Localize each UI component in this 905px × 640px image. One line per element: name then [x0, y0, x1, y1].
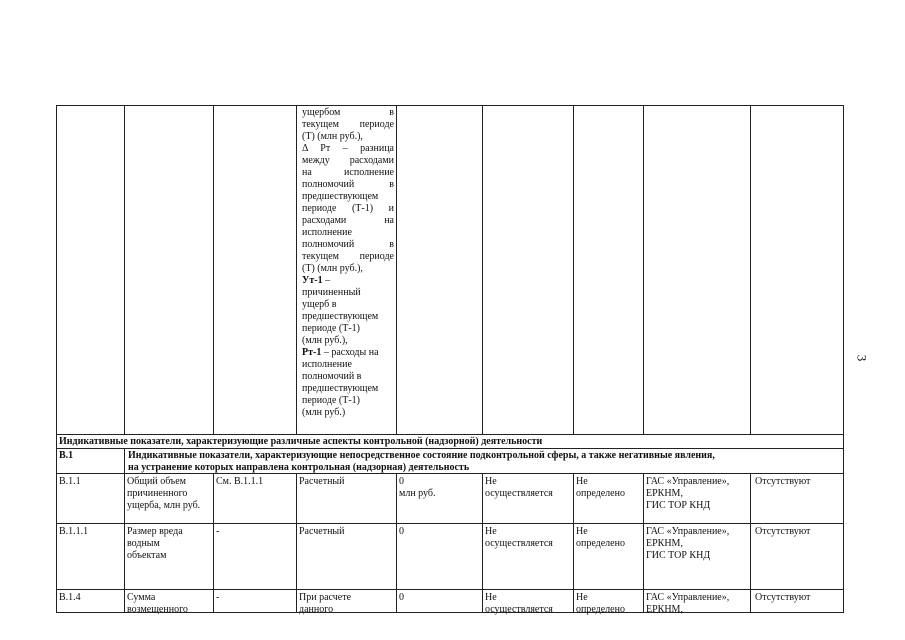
row-col7: Не определено — [576, 592, 625, 615]
continuation-line: причиненный — [302, 287, 361, 298]
continuation-line: расходами на — [302, 215, 394, 226]
continuation-line: текущем периоде — [302, 251, 394, 262]
row-reference: См. В.1.1.1 — [216, 476, 264, 487]
row-col7: Не определено — [576, 476, 625, 499]
row-col9: Отсутствуют — [755, 476, 811, 487]
table-border — [396, 105, 397, 434]
continuation-line: (Т) (млн руб.), — [302, 131, 363, 142]
continuation-line: текущем периоде — [302, 119, 394, 130]
row-source: ГАС «Управление», ЕРКНМ, ГИС ТОР КНД — [646, 476, 730, 511]
table-border — [56, 448, 844, 449]
row-col6: Не осуществляется — [485, 592, 553, 615]
table-border — [482, 105, 483, 434]
group-title-line1: Индикативные показатели, характеризующие непосредственное состояние подконтрольной сферы, а также негативные явления, — [128, 450, 715, 461]
row-method: Расчетный — [299, 526, 345, 537]
continuation-line: (млн руб.) — [302, 407, 346, 418]
row-reference: - — [216, 592, 220, 603]
table-border — [396, 473, 397, 612]
continuation-line: полномочий в — [302, 371, 362, 382]
row-col9: Отсутствуют — [755, 592, 811, 603]
row-source: ГАС «Управление», ЕРКНМ, ГИС ТОР КНД — [646, 526, 730, 561]
continuation-line: исполнение — [302, 227, 352, 238]
continuation-line: ущербом в — [302, 107, 394, 118]
table-border — [643, 473, 644, 612]
row-value: 0 — [399, 526, 404, 537]
table-border — [213, 105, 214, 434]
group-code: В.1 — [59, 450, 74, 461]
continuation-line: Ут-1 – — [302, 275, 331, 286]
table-border — [573, 105, 574, 434]
continuation-line: периоде (Т-1) — [302, 323, 360, 334]
row-reference: - — [216, 526, 220, 537]
table-border — [750, 105, 751, 434]
table-border — [843, 105, 844, 612]
continuation-line: полномочий в — [302, 179, 394, 190]
row-col9: Отсутствуют — [755, 526, 811, 537]
row-name: Общий объем причиненного ущерба, млн руб. — [127, 476, 201, 511]
row-name: Сумма возмещенного — [127, 592, 188, 615]
row-source: ГАС «Управление», ЕРКНМ, — [646, 592, 730, 615]
table-border — [482, 473, 483, 612]
row-name: Размер вреда водным объектам — [127, 526, 183, 561]
row-col6: Не осуществляется — [485, 476, 553, 499]
table-border — [56, 523, 844, 524]
table-border — [124, 105, 125, 434]
continuation-line: Рт-1 – расходы на — [302, 347, 379, 358]
row-code: В.1.4 — [59, 592, 81, 603]
formula-continuation — [302, 107, 394, 419]
row-code: В.1.1.1 — [59, 526, 89, 537]
continuation-line: периоде (Т-1) — [302, 395, 360, 406]
table-border — [296, 473, 297, 612]
row-col7: Не определено — [576, 526, 625, 549]
table-border — [643, 105, 644, 434]
row-method: Расчетный — [299, 476, 345, 487]
continuation-line: ущерб в — [302, 299, 337, 310]
page-number: 3 — [854, 354, 870, 362]
continuation-line: периоде (Т-1) и — [302, 203, 394, 214]
table-border — [573, 473, 574, 612]
row-value: 0 млн руб. — [399, 476, 436, 499]
continuation-line: (Т) (млн руб.), — [302, 263, 363, 274]
table-border — [56, 434, 844, 435]
table-border — [213, 473, 214, 612]
row-value: 0 — [399, 592, 404, 603]
table-border — [750, 473, 751, 612]
row-col6: Не осуществляется — [485, 526, 553, 549]
continuation-line: предшествующем — [302, 311, 379, 322]
table-border — [296, 105, 297, 434]
continuation-line: полномочий в — [302, 239, 394, 250]
continuation-line: Δ Рт – разница — [302, 143, 394, 154]
continuation-line: на исполнение — [302, 167, 394, 178]
table-border — [56, 105, 844, 106]
table-border — [124, 448, 125, 473]
continuation-line: между расходами — [302, 155, 394, 166]
table-border — [56, 105, 57, 612]
section-heading: Индикативные показатели, характеризующие различные аспекты контрольной (надзорной) деятельности — [59, 436, 543, 447]
table-border — [56, 589, 844, 590]
continuation-line: предшествующем — [302, 383, 379, 394]
table-border — [124, 473, 125, 612]
continuation-line: предшествующем — [302, 191, 379, 202]
continuation-line: исполнение — [302, 359, 352, 370]
continuation-line: (млн руб.), — [302, 335, 348, 346]
group-title-line2: на устранение которых направлена контрольная (надзорная) деятельность — [128, 462, 470, 473]
row-method: При расчете данного — [299, 592, 352, 615]
row-code: В.1.1 — [59, 476, 81, 487]
